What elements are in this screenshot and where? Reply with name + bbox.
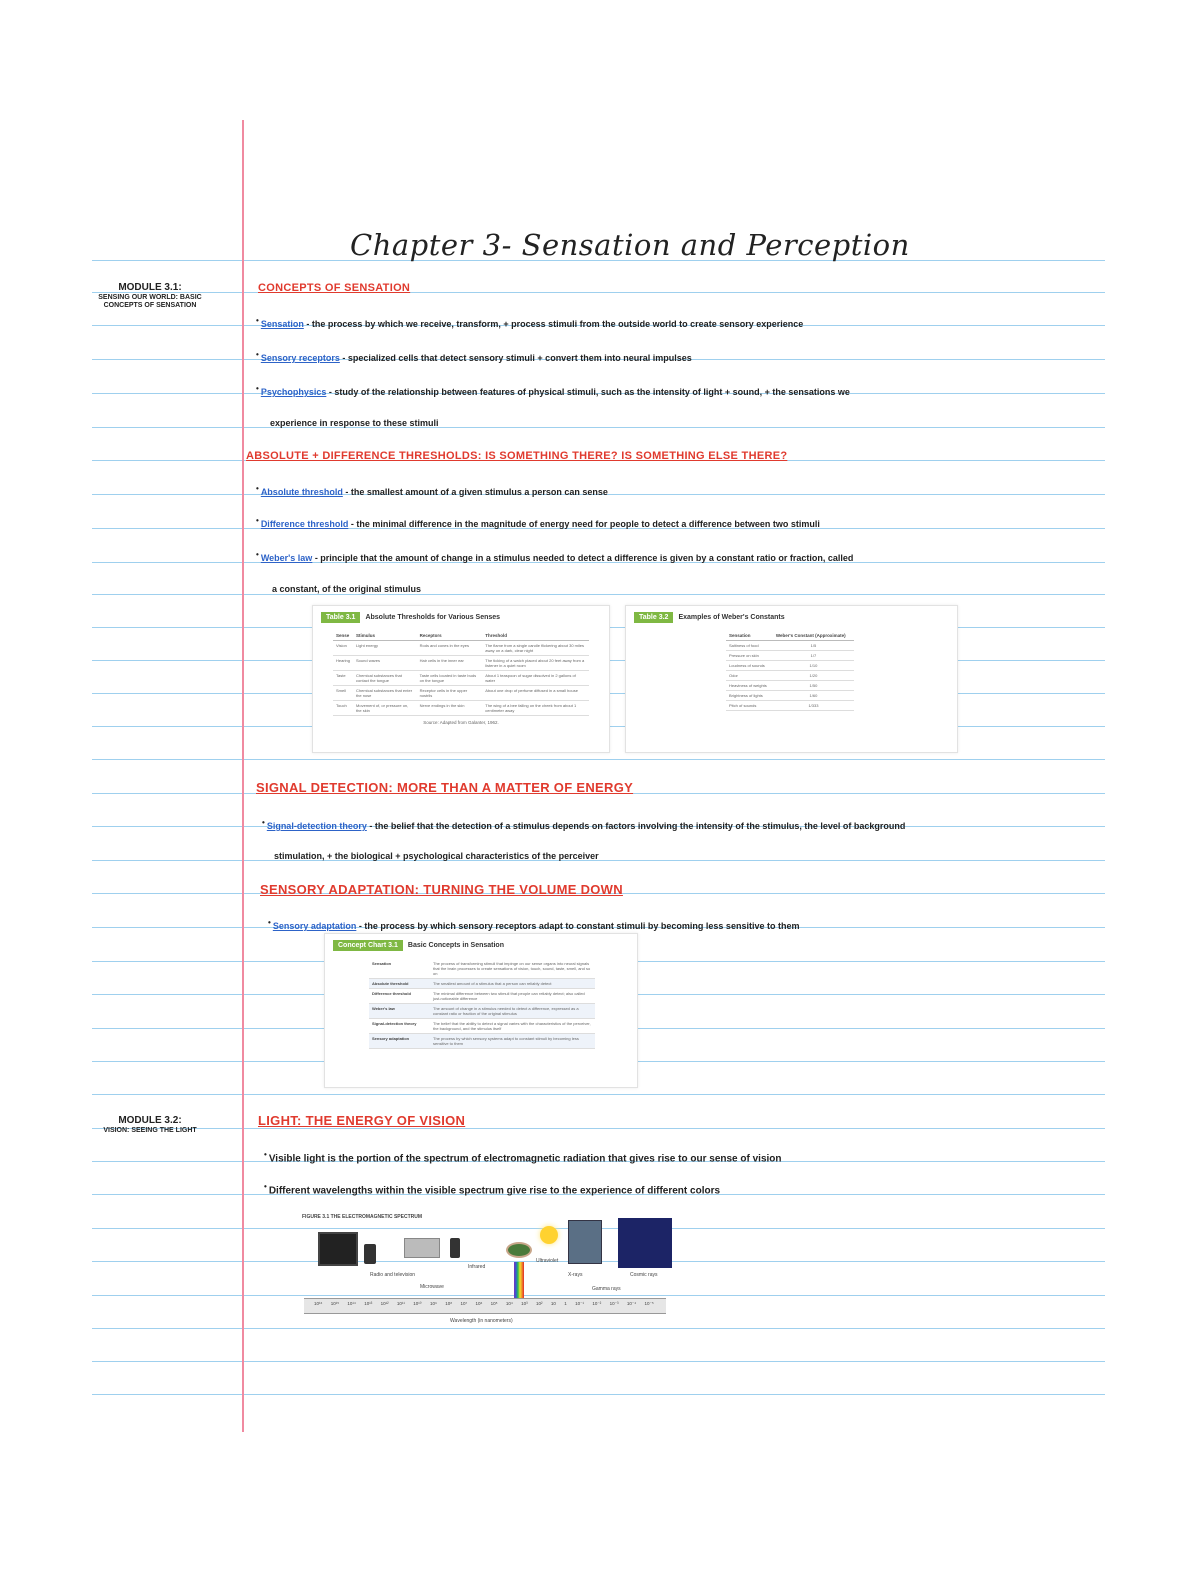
table-cell: 1/5 [773, 641, 854, 651]
text-receptors: - specialized cells that detect sensory stimuli + convert them into neural impulses [339, 353, 692, 363]
module-3-1-note [95, 282, 205, 310]
table-cell: Sensory adaptation [369, 1034, 430, 1049]
table-row [369, 979, 595, 989]
note-sensation: • Sensation - the process by which we receive, transform, + process stimuli from the outside world to create sensory experience [256, 316, 804, 329]
spectrum-tick-label: 10¹³ [364, 1301, 373, 1306]
heading-concepts: CONCEPTS OF SENSATION [258, 282, 411, 294]
table-cell: The minimal difference between two stimuli that people can reliably detect; also called just-noticeable difference [430, 989, 595, 1004]
spectrum-tick-label: 10⁻¹ [575, 1301, 584, 1306]
note-adaptation: • Sensory adaptation - the process by which sensory receptors adapt to constant stimuli by becoming less sensitive to them [268, 918, 800, 931]
concept-chart-title: Basic Concepts in Sensation [407, 942, 504, 949]
note-weber: • Weber's law - principle that the amount of change in a stimulus needed to detect a difference is given by a constant ratio or fraction, called [256, 550, 854, 563]
spectrum-tick-label: 10⁻⁵ [644, 1301, 654, 1306]
spectrum-tick-label: 10 [550, 1301, 556, 1306]
table-3-2-caption [634, 612, 949, 623]
note-receptors: • Sensory receptors - specialized cells that detect sensory stimuli + convert them into neural impulses [256, 350, 692, 363]
table-cell: The flame from a single candle flickering about 30 miles away on a dark, clear night [482, 641, 589, 656]
note-psychophysics: • Psychophysics - study of the relationship between features of physical stimuli, such as the intensity of light + sound, + the sensations we [256, 384, 850, 397]
note-sdt-cont: stimulation, + the biological + psychological characteristics of the perceiver [274, 851, 599, 861]
table-cell: The process by which sensory systems adapt to constant stimuli by becoming less sensitive to them [430, 1034, 595, 1049]
t31-header: Stimulus [353, 631, 417, 641]
table-cell: 1/7 [773, 651, 854, 661]
spectrum-tick-label: 10⁸ [445, 1301, 453, 1306]
table-cell: The process of transforming stimuli that impinge on our sense organs into neural signals that the brain processes to create sensations of vision, touch, sound, taste, smell, and so on [430, 959, 595, 979]
television-icon [318, 1232, 358, 1266]
note-weber-cont: a constant, of the original stimulus [272, 584, 422, 594]
table-cell: The wing of a bee falling on the cheek from about 1 centimeter away [482, 701, 589, 716]
t31-header: Receptors [417, 631, 483, 641]
heading-adaptation: SENSORY ADAPTATION: TURNING THE VOLUME DOWN [260, 882, 623, 897]
spectrum-tick-label: 10⁹ [429, 1301, 437, 1306]
text-weber: - principle that the amount of change in a stimulus needed to detect a difference is given by a constant ratio or fraction, called [312, 553, 854, 563]
spectrum-tick-label: 10⁴ [505, 1301, 513, 1306]
spectrum-tick-label: 10² [536, 1301, 543, 1306]
term-absolute: Absolute threshold [260, 487, 343, 497]
table-cell: Chemical substances that enter the nose [353, 686, 417, 701]
table-cell: Taste cells located in taste buds on the tongue [417, 671, 483, 686]
spectrum-tick-label: 10¹² [380, 1301, 389, 1306]
term-difference: Difference threshold [260, 519, 349, 529]
table-row [726, 691, 854, 701]
table-cell: The ticking of a watch placed about 20 feet away from a listener in a quiet room [482, 656, 589, 671]
spectrum-ticks [314, 1301, 654, 1311]
table-cell: Hair cells in the inner ear [417, 656, 483, 671]
band-label: Radio and television [370, 1272, 416, 1278]
text-wavelength: Different wavelengths within the visible spectrum give rise to the experience of different colors [268, 1185, 721, 1197]
text-sdt: - the belief that the detection of a stimulus depends on factors involving the intensity of the stimulus, the level of background [366, 821, 906, 831]
table-3-2-tag: Table 3.2 [634, 612, 673, 623]
heading-light: LIGHT: THE ENERGY OF VISION [258, 1113, 466, 1128]
spectrum-tick-label: 10⁶ [475, 1301, 483, 1306]
table-row [369, 1004, 595, 1019]
radio-icon [364, 1244, 376, 1264]
module-3-1-head: MODULE 3.1: [118, 282, 182, 293]
xray-hand-icon [568, 1220, 602, 1264]
table-cell: Smell [333, 686, 353, 701]
heading-thresholds: ABSOLUTE + DIFFERENCE THRESHOLDS: IS SOMETHING THERE? IS SOMETHING ELSE THERE? [246, 450, 788, 462]
remote-icon [450, 1238, 460, 1258]
spectrum-title: FIGURE 3.1 THE ELECTROMAGNETIC SPECTRUM [302, 1214, 423, 1220]
note-visible: • Visible light is the portion of the spectrum of electromagnetic radiation that gives rise to our sense of vision [264, 1150, 782, 1165]
band-label: Microwave [420, 1284, 444, 1290]
t32-header: Weber's Constant (Approximate) [773, 631, 854, 641]
table-3-1-source: Source: Adapted from Galanter, 1962. [423, 720, 499, 725]
table-cell: Pitch of sounds [726, 701, 773, 711]
table-cell: Vision [333, 641, 353, 656]
table-cell: Receptor cells in the upper nostrils [417, 686, 483, 701]
table-cell: Hearing [333, 656, 353, 671]
electromagnetic-spectrum-figure [300, 1212, 672, 1334]
text-psychophysics: - study of the relationship between features of physical stimuli, such as the intensity of light + sound, + the sensations we [326, 387, 850, 397]
band-label: Infrared [468, 1264, 486, 1270]
table-cell: Weber's law [369, 1004, 430, 1019]
spectrum-tick-label: 10⁵ [490, 1301, 498, 1306]
spectrum-axis-label: Wavelength (in nanometers) [450, 1318, 513, 1324]
spectrum-tick-label: 10¹⁵ [330, 1301, 340, 1306]
term-psychophysics: Psychophysics [260, 387, 327, 397]
concept-chart-3-1 [324, 933, 638, 1088]
table-cell: Heaviness of weights [726, 681, 773, 691]
module-3-1-sub: SENSING OUR WORLD: BASIC CONCEPTS OF SENSATION [98, 294, 202, 309]
concept-chart-tag: Concept Chart 3.1 [333, 940, 403, 951]
table-cell: 1/60 [773, 691, 854, 701]
t32-header: Sensation [726, 631, 773, 641]
table-row [726, 701, 854, 711]
term-weber: Weber's law [260, 553, 313, 563]
table-cell: Signal-detection theory [369, 1019, 430, 1034]
term-receptors: Sensory receptors [260, 353, 340, 363]
spectrum-tick-label: 10⁻⁴ [626, 1301, 637, 1306]
t31-header: Sense [333, 631, 353, 641]
band-label: X-rays [568, 1272, 583, 1278]
note-sdt: • Signal-detection theory - the belief that the detection of a stimulus depends on factors involving the intensity of the stimulus, the level of background [262, 818, 906, 831]
spectrum-tick-label: 10⁻² [592, 1301, 602, 1306]
term-sdt: Signal-detection theory [266, 821, 367, 831]
t31-header: Threshold [482, 631, 589, 641]
spectrum-tick-label: 10⁻³ [609, 1301, 619, 1306]
table-3-2-title: Examples of Weber's Constants [678, 614, 785, 621]
table-cell: Rods and cones in the eyes [417, 641, 483, 656]
eye-icon [506, 1242, 532, 1258]
module-3-2-head: MODULE 3.2: [118, 1115, 182, 1126]
spectrum-tick-label: 10⁷ [460, 1301, 468, 1306]
table-row [726, 681, 854, 691]
table-cell: 1/20 [773, 671, 854, 681]
note-absolute: • Absolute threshold - the smallest amount of a given stimulus a person can sense [256, 484, 608, 497]
text-absolute: - the smallest amount of a given stimulus a person can sense [342, 487, 608, 497]
table-cell: Touch [333, 701, 353, 716]
sun-icon [540, 1226, 558, 1244]
microwave-icon [404, 1238, 440, 1258]
margin-line [242, 120, 244, 1432]
table-row [333, 701, 589, 716]
table-row [333, 656, 589, 671]
table-row [333, 671, 589, 686]
spectrum-tick-label: 10¹⁰ [413, 1301, 422, 1306]
table-cell: About 1 teaspoon of sugar dissolved in 2 gallons of water [482, 671, 589, 686]
spectrum-tick-label: 10¹⁴ [347, 1301, 356, 1306]
table-cell: Absolute threshold [369, 979, 430, 989]
table-cell: 1/50 [773, 681, 854, 691]
table-row [726, 671, 854, 681]
table-cell: Odor [726, 671, 773, 681]
band-label: Gamma rays [592, 1286, 621, 1292]
cosmos-icon [618, 1218, 672, 1268]
note-psychophysics-cont: experience in response to these stimuli [270, 418, 439, 428]
table-3-1-grid [333, 631, 589, 716]
table-3-1-title: Absolute Thresholds for Various Senses [365, 614, 501, 621]
table-3-1-tag: Table 3.1 [321, 612, 360, 623]
table-cell: Pressure on skin [726, 651, 773, 661]
table-cell: Loudness of sounds [726, 661, 773, 671]
text-sensation: - the process by which we receive, transform, + process stimuli from the outside world to create sensory experience [303, 319, 804, 329]
table-row [369, 1019, 595, 1034]
table-row [333, 686, 589, 701]
module-3-2-note [95, 1115, 205, 1135]
table-cell: Sensation [369, 959, 430, 979]
table-cell: 1/333 [773, 701, 854, 711]
concept-chart-caption [333, 940, 629, 951]
text-difference: - the minimal difference in the magnitude of energy need for people to detect a difference between two stimuli [348, 519, 820, 529]
spectrum-tick-label: 10¹⁶ [314, 1301, 323, 1306]
table-row [333, 641, 589, 656]
table-3-1 [312, 605, 610, 753]
note-wavelength: • Different wavelengths within the visible spectrum give rise to the experience of different colors [264, 1182, 721, 1197]
table-row [369, 959, 595, 979]
table-cell: Taste [333, 671, 353, 686]
table-cell: About one drop of perfume diffused in a small house [482, 686, 589, 701]
table-cell: Saltiness of food [726, 641, 773, 651]
table-row [726, 651, 854, 661]
table-cell: 1/10 [773, 661, 854, 671]
spectrum-tick-label: 1 [564, 1301, 567, 1306]
spectrum-tick-label: 10¹¹ [396, 1301, 405, 1306]
table-cell: Chemical substances that contact the tongue [353, 671, 417, 686]
term-adaptation: Sensory adaptation [272, 921, 357, 931]
text-visible: Visible light is the portion of the spectrum of electromagnetic radiation that gives rise to our sense of vision [268, 1153, 782, 1165]
table-3-2-grid [726, 631, 854, 711]
table-cell: Difference threshold [369, 989, 430, 1004]
table-3-1-caption [321, 612, 601, 623]
table-row [369, 1034, 595, 1049]
term-sensation: Sensation [260, 319, 304, 329]
table-3-2 [625, 605, 958, 753]
table-cell: The amount of change in a stimulus needed to detect a difference, expressed as a constant ratio or fraction of the original stimulus [430, 1004, 595, 1019]
heading-signal: SIGNAL DETECTION: MORE THAN A MATTER OF ENERGY [256, 780, 634, 795]
table-row [369, 989, 595, 1004]
concept-chart-grid [369, 959, 595, 1049]
page-title: Chapter 3- Sensation and Perception [350, 228, 910, 262]
band-label: Ultraviolet [536, 1258, 559, 1264]
spectrum-tick-label: 10³ [521, 1301, 528, 1306]
table-cell: Movement of, or pressure on, the skin [353, 701, 417, 716]
table-cell: Brightness of lights [726, 691, 773, 701]
table-cell: The belief that the ability to detect a signal varies with the characteristics of the perceiver, the background, and the stimulus itself [430, 1019, 595, 1034]
band-label: Cosmic rays [630, 1272, 658, 1278]
table-row [726, 661, 854, 671]
module-3-2-sub: VISION: SEEING THE LIGHT [103, 1127, 197, 1134]
table-cell: The smallest amount of a stimulus that a person can reliably detect [430, 979, 595, 989]
note-difference: • Difference threshold - the minimal difference in the magnitude of energy need for people to detect a difference between two stimuli [256, 516, 820, 529]
table-row [726, 641, 854, 651]
table-cell: Light energy [353, 641, 417, 656]
table-cell: Sound waves [353, 656, 417, 671]
text-adaptation: - the process by which sensory receptors adapt to constant stimuli by becoming less sensitive to them [356, 921, 800, 931]
table-cell: Nerve endings in the skin [417, 701, 483, 716]
